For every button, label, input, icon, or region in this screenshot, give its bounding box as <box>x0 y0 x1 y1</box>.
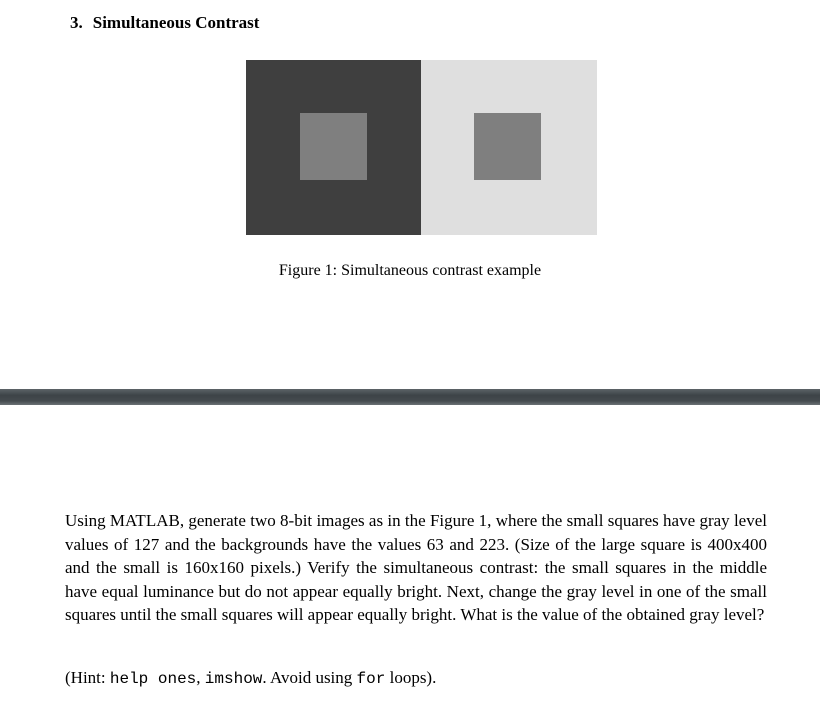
dark-background-square <box>246 60 421 235</box>
gray-square-on-dark <box>300 113 367 180</box>
hint-code-imshow: imshow <box>204 670 263 688</box>
gray-square-on-light <box>474 113 541 180</box>
section-number: 3. <box>70 13 83 32</box>
hint-code-help-ones: help ones <box>109 670 197 688</box>
task-paragraph: Using MATLAB, generate two 8-bit images as in the Figure 1, where the small squares have gray level values of 127 and the backgrounds have the values 63 and 223. (Size of the large square is 400x400 and the small is 160x160 pixels.) Verify the simultaneous contrast: the small squares in the middle have equal luminance but do not appear equally bright. Next, change the gray level in one of the small squares until the small squares will appear equally bright. What is the value of the obtained gray level? <box>65 511 767 625</box>
hint-text <box>65 668 436 688</box>
figure-caption: Figure 1: Simultaneous contrast example <box>278 262 542 279</box>
light-background-square <box>421 60 597 235</box>
hint-middle: . Avoid using <box>262 668 357 687</box>
hint-prefix: (Hint: <box>65 668 110 687</box>
section-heading <box>70 13 259 33</box>
simultaneous-contrast-figure <box>246 60 597 235</box>
page-divider-bar <box>0 389 820 405</box>
hint-code-for: for <box>356 670 386 688</box>
hint-separator: , <box>196 668 205 687</box>
hint-suffix: loops). <box>385 668 437 687</box>
section-title: Simultaneous Contrast <box>92 13 260 32</box>
